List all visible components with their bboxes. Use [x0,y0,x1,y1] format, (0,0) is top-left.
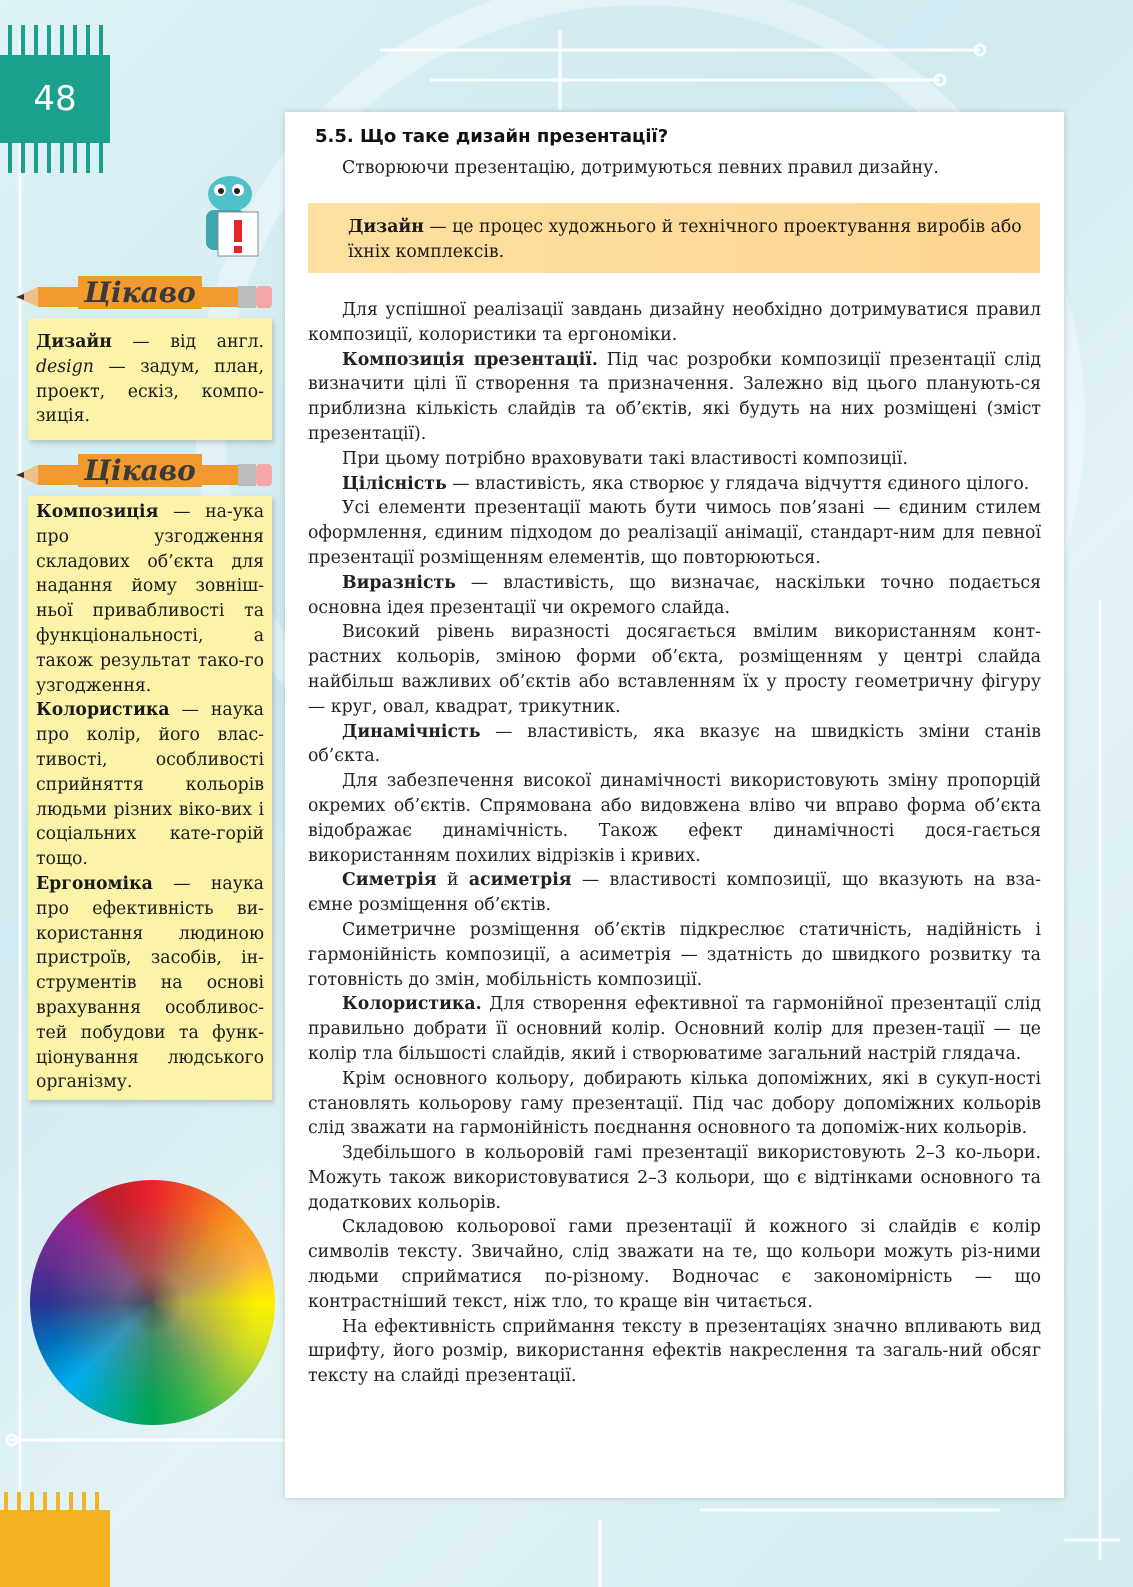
bold-term: Дизайн [348,217,424,237]
body-paragraph [308,496,1041,570]
text-run: — наука про колір, його влас-тивості, особливості сприйняття кольорів людьми різних віко-вих і соціальних кате-горій тощо. [36,700,264,870]
body-paragraph [308,447,1041,472]
bold-term: Дизайн [36,332,112,352]
text-run: — на-ука про узгодження складових об’єкта для надання йому зовніш-ньої привабливості та функціональності, а також результат тако-го узгодження. [36,502,264,696]
card2-text [28,496,272,1095]
text-run: Для успішної реалізації завдань дизайну необхідно дотримуватися правил композиції, колористики та ергономіки. [308,300,1041,345]
card1-text [28,318,272,429]
interesting-card-1 [28,318,272,440]
text-run: При цьому потрібно враховувати такі властивості композиції. [342,448,908,469]
body-paragraph [308,1215,1041,1314]
bold-term: Композиція презентації. [342,349,598,370]
card2-paragraph [36,500,264,698]
body-paragraph [308,769,1041,868]
bold-term: Виразність [342,572,456,593]
card2-header: Цікаво [78,454,202,487]
text-run: — задум, план, проект, ескіз, компо-зиція. [36,356,264,427]
section-title: 5.5. Що таке дизайн презентації? [315,126,669,147]
page-tab-teeth-top [8,25,108,55]
text-run: — це процес художнього й технічного проектування виробів або їхніх комплексів. [348,217,1022,262]
text-run: На ефективність сприймання тексту в презентаціях значно впливають вид шрифту, його розмір, використання ефектів накреслення та загаль-ний обсяг тексту на слайді презентації. [308,1316,1041,1387]
bottom-tab [0,1510,110,1587]
definition-text [348,215,1028,265]
bold-term: Динамічність [342,721,481,742]
text-run: Крім основного кольору, добирають кілька допоміжних, які в сукуп-ності становлять кольорову гаму презентації. Під час добору допоміжних кольорів слід зважати на гармонійність поєднання основного та допоміж-них кольорів. [308,1068,1041,1139]
bold-term: Колористика. [342,994,482,1015]
body-paragraph [308,1141,1041,1215]
body-paragraph [308,472,1041,497]
text-run: Усі елементи презентації мають бути чимось пов’язані — єдиним стилем оформлення, єдиним підходом до реалізації анімації, стандарт-ним для певної презентації розміщенням елементів, що повторюються. [308,498,1041,568]
text-run: й [436,870,469,891]
body-paragraph [308,1315,1041,1389]
text-run: Під час розробки композиції презентації слід визначити цілі її створення та призначення. Залежно від цього планують-ся приблизна кількість слайдів та об’єктів, які будуть на них розміщені (зміст презентації). [308,349,1041,444]
text-run: Високий рівень виразності досягається вмілим використанням конт-растних кольорів, зміною форми об’єкта, розміщенням у центрі слайда найбільш важливих об’єктів або вставленням їх у просту геометричну фігуру — круг, овал, квадрат, трикутник. [308,622,1041,717]
body-paragraph [308,918,1041,992]
italic-term: design [36,356,94,377]
text-run: Симетричне розміщення об’єктів підкреслює статичність, надійність і гармонійність композиції, а асиметрія — здатність до швидкого розвитку та готовність до змін, мобільність композиції. [308,919,1041,990]
body-paragraph [308,298,1041,348]
bold-term: асиметрія [468,870,572,891]
body-paragraph [308,571,1041,621]
page-tab-teeth-bottom [8,143,108,173]
card2-paragraph [36,872,264,1095]
bold-term: Колористика [36,700,170,721]
body-text [308,298,1041,1389]
text-run: Складовою кольорової гами презентації й кожного зі слайдів є колір символів тексту. Звичайно, слід зважати на те, що кольори можуть різ-ними людьми сприйматися по-різному. Водночас є закономірність — що контрастніший текст, ніж тло, то краще він читається. [308,1217,1041,1312]
text-run: Для забезпечення високої динамічності використовують зміну пропорцій окремих об’єктів. Спрямована або видовжена вліво чи вправо форма об’єкта відображає динамічність. Також ефект динамічності дося-гається використанням похилих відрізків і кривих. [308,771,1041,866]
body-paragraph [308,868,1041,918]
text-run: Здебільшого в кольоровій гамі презентації використовують 2–3 ко-льори. Можуть також використовуватися 2–3 кольори, що є відтінками основного та додаткових кольорів. [308,1143,1041,1213]
body-paragraph [308,720,1041,770]
body-paragraph [308,1067,1041,1141]
robot-mascot-icon [196,172,276,262]
body-paragraph [308,992,1041,1066]
text-run: — властивість, що визначає, наскільки точно подається основна ідея презентації чи окремого слайда. [308,572,1041,618]
bold-term: Ергономіка [36,873,153,894]
card1-header: Цікаво [78,276,202,309]
card2-paragraph [36,698,264,872]
page-number-tab [0,55,110,143]
text-run: Для створення ефективної та гармонійної презентації слід правильно добрати її основний колір. Основний колір для презен-тації — це колір тла більшості слайдів, який і створюватиме загальний настрій глядача. [308,994,1041,1064]
text-run: — властивість, яка створює у глядача відчуття єдиного цілого. [446,473,1030,494]
text-run: — властивості композиції, що вказують на вза-ємне розміщення об’єктів. [308,870,1041,916]
body-paragraph [308,620,1041,719]
bold-term: Симетрія [342,870,437,891]
definition-box [308,203,1040,273]
bold-term: Композиція [36,502,159,522]
text-run: — наука про ефективність ви-користання людиною пристроїв, засобів, ін-струментів на основі врахування особливос-тей побудови та функ-ціонування людського організму. [36,873,264,1093]
section-intro: Створюючи презентацію, дотримуються певних правил дизайну. [342,158,939,178]
page-number: 48 [33,79,77,119]
interesting-card-2 [28,496,272,1100]
body-paragraph [308,348,1041,447]
bold-term: Цілісність [342,473,447,494]
text-run: — від англ. [111,332,264,352]
text-run: — властивість, яка вказує на швидкість зміни станів об’єкта. [308,721,1041,767]
color-wheel-image [30,1180,275,1425]
